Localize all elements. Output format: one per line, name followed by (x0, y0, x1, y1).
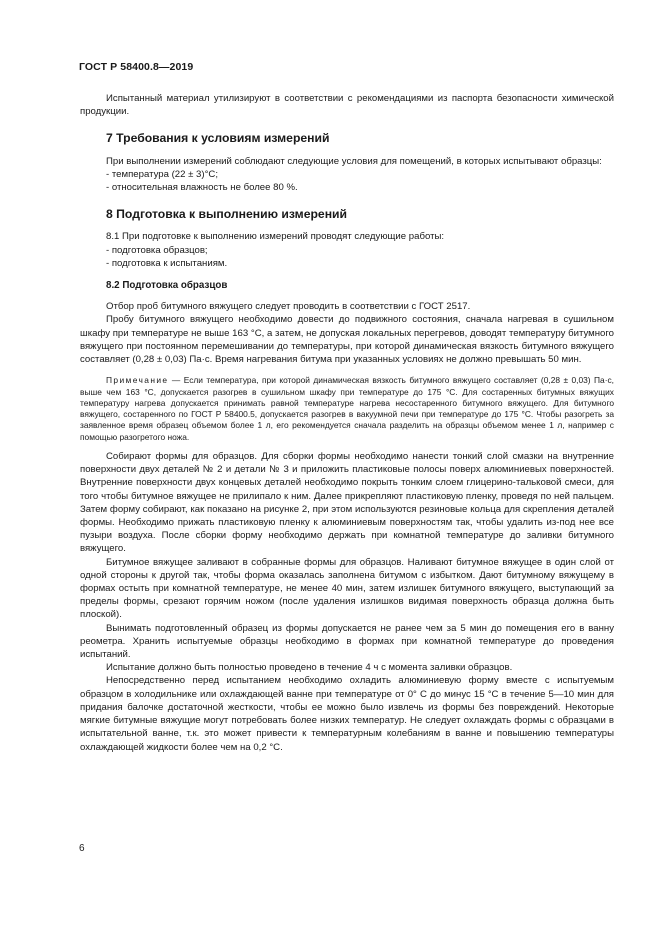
body-paragraph: Пробу битумного вяжущего необходимо довести до подвижного состояния, сначала нагревая в сушильном шкафу при температуре не выше 163 °С, а затем, не допуская локальных перегревов, доводят температуру битумного вяжущего при постоянном перемешивании до температуры, при которой динамическая вязкость битумного вяжущего составляет (0,28 ± 0,03) Па·с. Время нагревания битума при указанных условиях не должно превышать 50 мин. (80, 314, 614, 366)
section-8-heading: 8 Подготовка к выполнению измерений (106, 207, 348, 222)
list-item: - температура (22 ± 3)°С; (106, 168, 219, 180)
note-label: Примечание (106, 375, 169, 386)
list-item: - относительная влажность не более 80 %. (106, 182, 298, 194)
section-7-paragraph: При выполнении измерений соблюдают следующие условия для помещений, в которых испытывают образцы: (106, 155, 602, 167)
body-paragraph: Непосредственно перед испытанием необходимо охладить алюминиевую форму вместе с испытуемым образцом в холодильнике или охлаждающей ванне при температуре от 0° С до минус 15 °С в течение 5—10 мин для придания балочке достаточной жесткости, чтобы ее можно было извлечь из формы без повреждений. Некоторые мягкие битумные вяжущие могут потребовать более низких температур. Не следует охлаждать формы с образцами в испытательной ванне, т.к. это может привести к температурным колебаниям в ванне и повышению температуры охлаждающей жидкости более чем на 0,2 °С. (80, 675, 614, 753)
note-block (80, 375, 614, 443)
document-body (80, 92, 614, 754)
document-header: ГОСТ Р 58400.8—2019 (79, 61, 194, 73)
body-paragraph: Отбор проб битумного вяжущего следует проводить в соответствии с ГОСТ 2517. (106, 301, 471, 313)
section-8-2-heading: 8.2 Подготовка образцов (106, 280, 228, 292)
body-paragraph: Собирают формы для образцов. Для сборки формы необходимо нанести тонкий слой смазки на внутренние поверхности двух деталей № 2 и детали № 3 и приложить пластиковые полосы поверх алюминиевых поверхностей. Внутренние поверхности двух концевых деталей необходимо покрыть тонким слоем глицерино-тальковой смеси, для того чтобы битумное вяжущее не прилипало к ним. Далее прикрепляют пластиковую пленку, проведя по ней пальцем. Затем форму собирают, как показано на рисунке 2, при этом используются резиновые кольца для скрепления деталей формы. Необходимо прижать пластиковую пленку к алюминиевым поверхностям так, чтобы удалить из-под нее все пузыри воздуха. После сборки форму необходимо держать при комнатной температуре до заливки битумного вяжущего. (80, 451, 614, 555)
section-8-1-paragraph: 8.1 При подготовке к выполнению измерений проводят следующие работы: (106, 231, 445, 243)
list-item: - подготовка образцов; (106, 244, 208, 256)
body-paragraph: Испытание должно быть полностью проведено в течение 4 ч с момента заливки образцов. (106, 662, 513, 674)
body-paragraph: Вынимать подготовленный образец из формы допускается не ранее чем за 5 мин до помещения его в ванну реометра. Хранить испытуемые образцы необходимо в формах при комнатной температуре до проведения испытаний. (80, 622, 614, 661)
list-item: - подготовка к испытаниям. (106, 257, 228, 269)
intro-paragraph: Испытанный материал утилизируют в соответствии с рекомендациями из паспорта безопасности химической продукции. (80, 93, 614, 118)
section-7-heading: 7 Требования к условиям измерений (106, 131, 330, 146)
body-paragraph: Битумное вяжущее заливают в собранные формы для образцов. Наливают битумное вяжущее в один слой от одной стороны к другой так, чтобы форма оказалась заполнена битумом с избытком. Дают битумному вяжущему в формах остыть при комнатной температуре, не менее 40 мин, затем излишек битумного вяжущего, выступающий за пределы формы, срезают горячим ножом (после удаления излишков видимая поверхность образца должна быть плоской). (80, 556, 614, 621)
note-text: — Если температура, при которой динамическая вязкость битумного вяжущего составляет (0,28 ± 0,03) Па·с, выше чем 163 °С, допускается разогрев в сушильном шкафу при температуре до 175 °С. Для состаренных битумных вяжущих температуру нагрева допускается принимать равной температуре нагрева несостаренного битумного вяжущего. Для битумного вяжущего, состаренного по ГОСТ Р 58400.5, допускается разогрев в вакуумной печи при температуре до 175 °С. Чтобы разогреть за заявленное время образец объемом более 1 л, его рекомендуется сначала разделить на образцы объемом менее 1 л, например с помощью разогретого ножа. (80, 375, 614, 442)
page-number: 6 (79, 843, 85, 854)
